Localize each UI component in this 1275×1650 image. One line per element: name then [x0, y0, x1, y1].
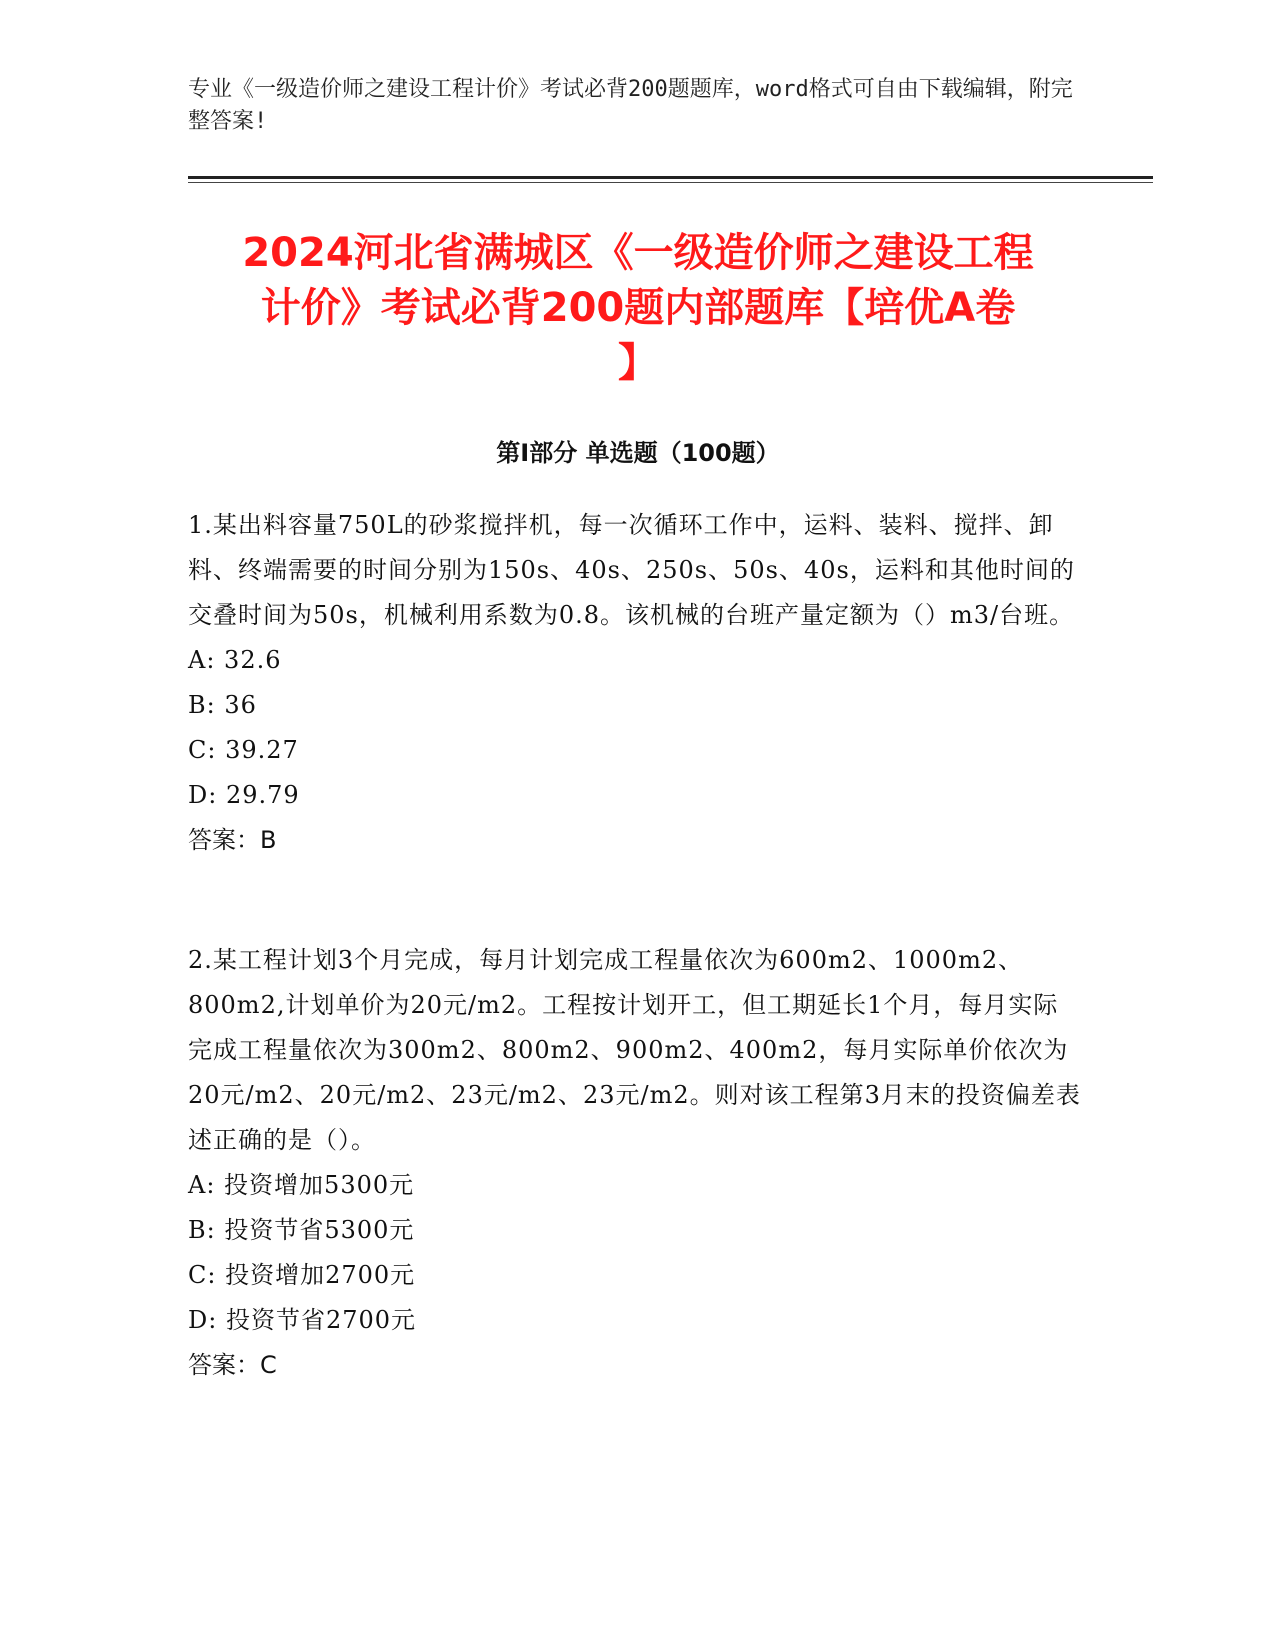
question-1-option-d: D: 29.79	[188, 781, 300, 809]
question-2	[188, 938, 1083, 1388]
document-title-line-2: 计价》考试必背200题内部题库【培优A卷	[260, 285, 1016, 331]
section-heading: 第Ⅰ部分 单选题（100题）	[496, 439, 780, 467]
header-divider-thin	[188, 182, 1153, 183]
question-2-option-b: B: 投资节省5300元	[188, 1216, 415, 1244]
question-1-option-a: A: 32.6	[188, 646, 282, 674]
question-1-stem: 1.某出料容量750L的砂浆搅拌机，每一次循环工作中，运料、装料、搅拌、卸料、终端需要的时间分别为150s、40s、250s、50s、40s，运料和其他时间的交叠时间为50s，机械利用系数为0.8。该机械的台班产量定额为（）m3/台班。	[188, 511, 1075, 629]
question-2-option-a: A: 投资增加5300元	[188, 1171, 415, 1199]
document-title-line-1: 2024河北省满城区《一级造价师之建设工程	[242, 230, 1034, 276]
document-title	[188, 226, 1088, 391]
question-1-answer: 答案：B	[188, 826, 277, 854]
question-2-answer: 答案：C	[188, 1351, 277, 1379]
header-divider-thick	[188, 176, 1153, 179]
question-1	[188, 503, 1083, 863]
question-1-option-b: B: 36	[188, 691, 257, 719]
question-2-stem: 2.某工程计划3个月完成，每月计划完成工程量依次为600m2、1000m2、800m2,计划单价为20元/m2。工程按计划开工，但工期延长1个月，每月实际完成工程量依次为300m2、800m2、900m2、400m2，每月实际单价依次为20元/m2、20元/m2、23元/m2、23元/m2。则对该工程第3月末的投资偏差表述正确的是（）。	[188, 946, 1081, 1154]
question-2-option-d: D: 投资节省2700元	[188, 1306, 417, 1334]
document-title-line-3: 】	[618, 340, 658, 386]
header-note: 专业《一级造价师之建设工程计价》考试必背200题题库，word格式可自由下载编辑，附完整答案!	[188, 77, 1073, 134]
question-2-option-c: C: 投资增加2700元	[188, 1261, 416, 1289]
question-1-option-c: C: 39.27	[188, 736, 299, 764]
